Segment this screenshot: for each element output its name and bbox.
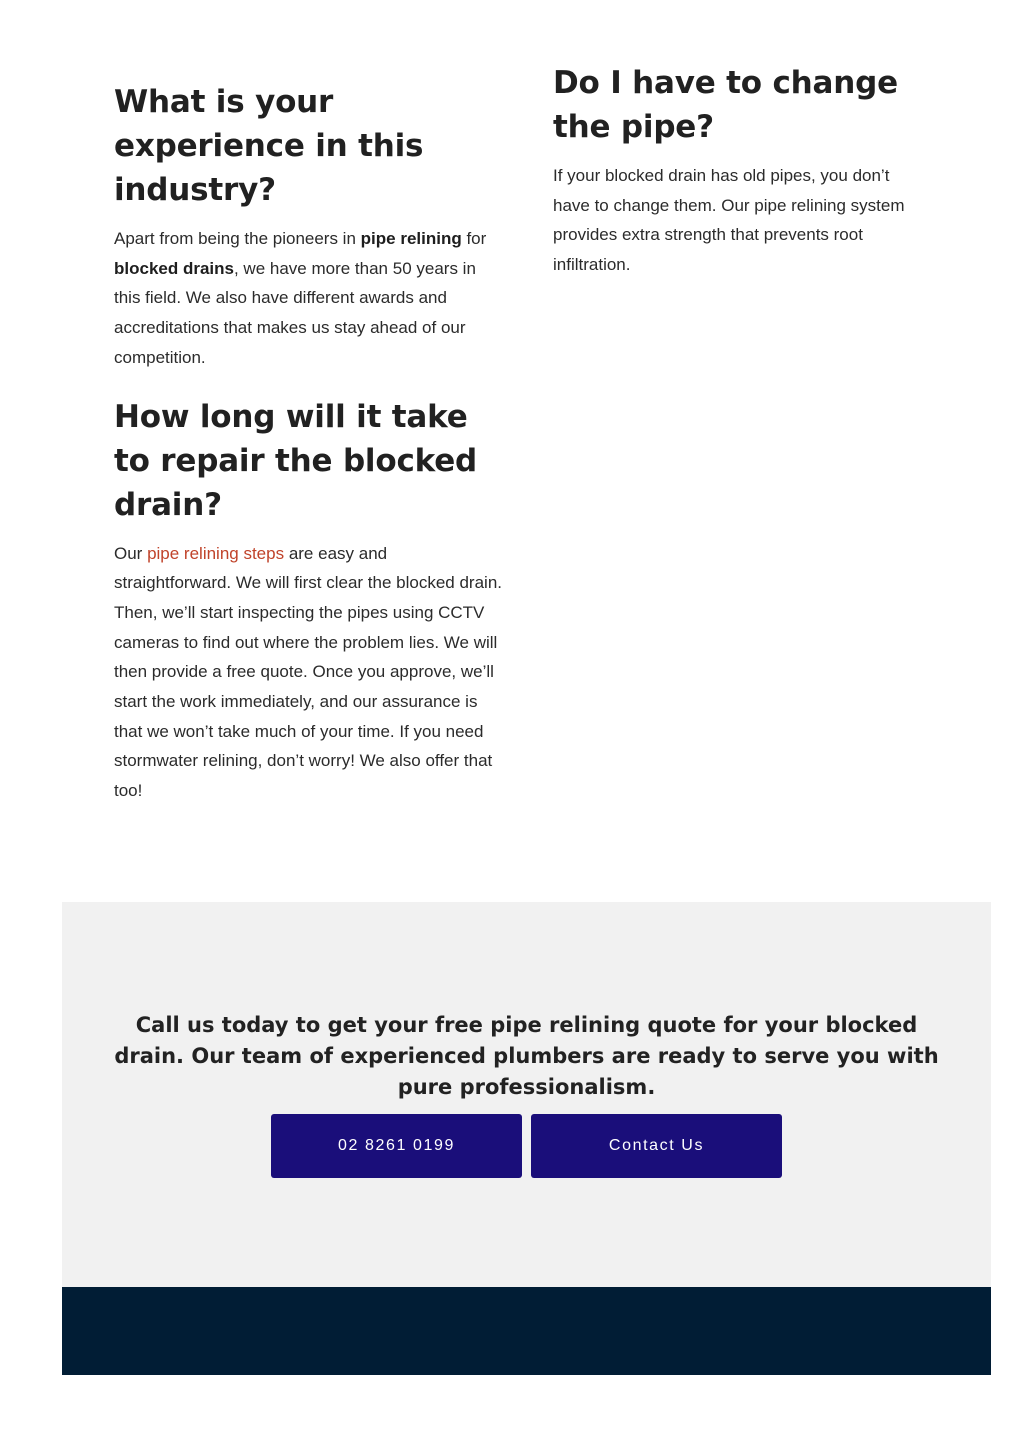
answer-text: are easy and straightforward. We will first clear the blocked drain. Then, we’ll start inspecting the pipes using CCTV cameras to find out where the problem lies. We will then provide a free quote. Once you approve, we’ll start the work immediately, and our assurance is that we won’t take much of your time. If you need stormwater relining, don’t worry! We also offer that too! [114, 543, 503, 801]
faq-question-repair-time: How long will it take to repair the blocked drain? [114, 398, 478, 523]
keyword-blocked-drains: blocked drains [114, 258, 234, 278]
cta-button-group [271, 1114, 782, 1178]
keyword-pipe-relining: pipe relining [360, 229, 462, 248]
faq-answer-change-pipe: If your blocked drain has old pipes, you don’t have to change them. Our pipe relining system provides extra strength that prevents root infiltration. [553, 166, 905, 275]
faq-right-column [553, 61, 931, 302]
phone-button[interactable]: 02 8261 0199 [271, 1114, 522, 1178]
answer-text: for [461, 229, 487, 248]
answer-text: , we have more than 50 years in this field. We also have different awards and accreditations that makes us stay ahead of our competition. [114, 258, 476, 367]
answer-text: Apart from being the pioneers in [114, 229, 361, 248]
cta-text: Call us today to get your free pipe relining quote for your blocked drain. Our team of experienced plumbers are ready to serve you with pure professionalism. [114, 1013, 939, 1099]
faq-answer-repair-time [114, 539, 506, 806]
faq-answer-experience [114, 224, 506, 373]
answer-text: Our [114, 543, 148, 563]
pipe-relining-steps-link[interactable]: pipe relining steps [147, 543, 285, 563]
faq-left-column [114, 80, 506, 828]
faq-question-experience: What is your experience in this industry? [114, 84, 424, 208]
footer-bar [62, 1287, 991, 1375]
cta-section [62, 902, 991, 1287]
contact-us-button[interactable]: Contact Us [531, 1114, 782, 1178]
faq-question-change-pipe: Do I have to change the pipe? [553, 65, 898, 145]
